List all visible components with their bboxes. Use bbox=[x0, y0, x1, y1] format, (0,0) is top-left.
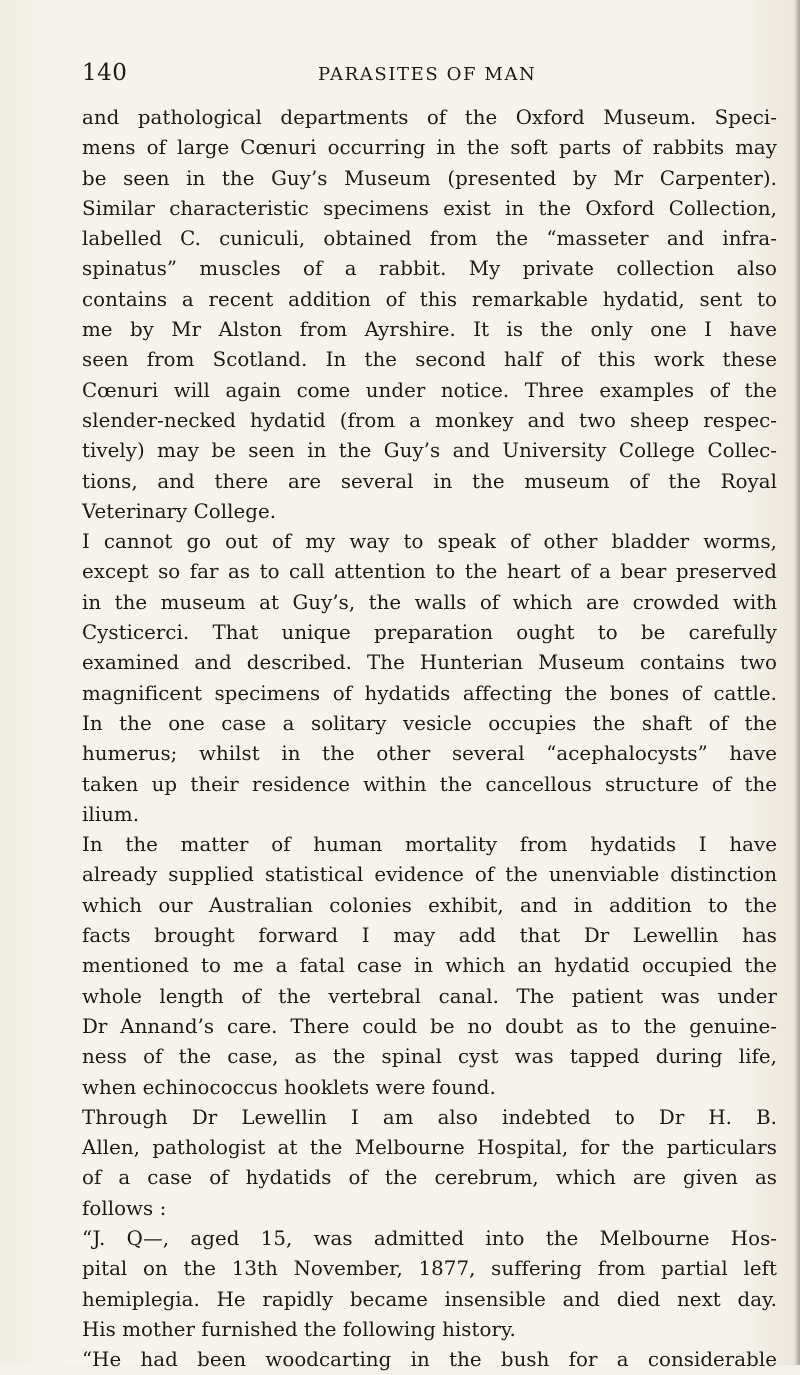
text-line: tively) may be seen in the Guy’s and University College Collec- bbox=[82, 439, 777, 463]
text-line: whole length of the vertebral canal. The patient was under bbox=[82, 984, 777, 1008]
text-line: taken up their residence within the cancellous structure of the bbox=[82, 772, 777, 796]
text-line: mens of large Cœnuri occurring in the soft parts of rabbits may bbox=[82, 136, 777, 160]
text-line: Similar characteristic specimens exist in the Oxford Collection, bbox=[82, 196, 777, 220]
text-line: ness of the case, as the spinal cyst was tapped during life, bbox=[82, 1045, 777, 1069]
text-line: Allen, pathologist at the Melbourne Hospital, for the particulars bbox=[82, 1136, 777, 1160]
text-line: follows : bbox=[82, 1196, 167, 1220]
page-number: 140 bbox=[82, 60, 128, 86]
text-line: tions, and there are several in the museum of the Royal bbox=[82, 469, 777, 493]
text-line: “He had been woodcarting in the bush for a considerable bbox=[82, 1348, 777, 1372]
text-line: humerus; whilst in the other several “acephalocysts” have bbox=[82, 742, 777, 766]
text-line: I cannot go out of my way to speak of other bladder worms, bbox=[82, 530, 777, 554]
running-head: PARASITES OF MAN bbox=[318, 64, 537, 85]
text-line: Through Dr Lewellin I am also indebted to Dr H. B. bbox=[82, 1105, 777, 1129]
text-line: labelled C. cuniculi, obtained from the “masseter and infra- bbox=[82, 227, 777, 251]
text-line: examined and described. The Hunterian Museum contains two bbox=[82, 651, 777, 675]
page-edge-shadow bbox=[794, 0, 800, 1365]
text-line: “J. Q—, aged 15, was admitted into the Melbourne Hos- bbox=[82, 1226, 777, 1250]
text-line: Veterinary College. bbox=[82, 499, 277, 523]
body-text bbox=[82, 103, 777, 1375]
text-line: when echinococcus hooklets were found. bbox=[82, 1075, 496, 1099]
text-line: ilium. bbox=[82, 802, 140, 826]
text-line: In the one case a solitary vesicle occupies the shaft of the bbox=[82, 711, 777, 735]
text-line: and pathological departments of the Oxford Museum. Speci- bbox=[82, 106, 777, 129]
text-line: except so far as to call attention to the heart of a bear preserved bbox=[82, 560, 777, 584]
text-line: already supplied statistical evidence of the unenviable distinction bbox=[82, 863, 777, 887]
text-line: me by Mr Alston from Ayrshire. It is the only one I have bbox=[82, 318, 777, 342]
text-line: hemiplegia. He rapidly became insensible and died next day. bbox=[82, 1287, 777, 1311]
text-line: Cysticerci. That unique preparation ought to be carefully bbox=[82, 621, 777, 645]
text-line: seen from Scotland. In the second half of this work these bbox=[82, 348, 777, 372]
text-line: slender-necked hydatid (from a monkey and two sheep respec- bbox=[82, 408, 777, 432]
text-line: In the matter of human mortality from hydatids I have bbox=[82, 833, 777, 857]
text-line: Cœnuri will again come under notice. Three examples of the bbox=[82, 378, 777, 402]
text-line: of a case of hydatids of the cerebrum, which are given as bbox=[82, 1166, 777, 1190]
page-header bbox=[82, 60, 760, 88]
text-line: in the museum at Guy’s, the walls of which are crowded with bbox=[82, 590, 777, 614]
text-line: be seen in the Guy’s Museum (presented by Mr Carpenter). bbox=[82, 166, 777, 190]
text-line: contains a recent addition of this remarkable hydatid, sent to bbox=[82, 287, 777, 311]
text-line: which our Australian colonies exhibit, and in addition to the bbox=[82, 893, 777, 917]
text-line: His mother furnished the following history. bbox=[82, 1317, 516, 1341]
text-line: magnificent specimens of hydatids affecting the bones of cattle. bbox=[82, 681, 777, 705]
text-line: Dr Annand’s care. There could be no doubt as to the genuine- bbox=[82, 1014, 777, 1038]
text-line: spinatus” muscles of a rabbit. My private collection also bbox=[82, 257, 777, 281]
text-line: pital on the 13th November, 1877, suffering from partial left bbox=[82, 1257, 777, 1281]
text-line: mentioned to me a fatal case in which an hydatid occupied the bbox=[82, 954, 777, 978]
text-line: facts brought forward I may add that Dr Lewellin has bbox=[82, 924, 777, 948]
